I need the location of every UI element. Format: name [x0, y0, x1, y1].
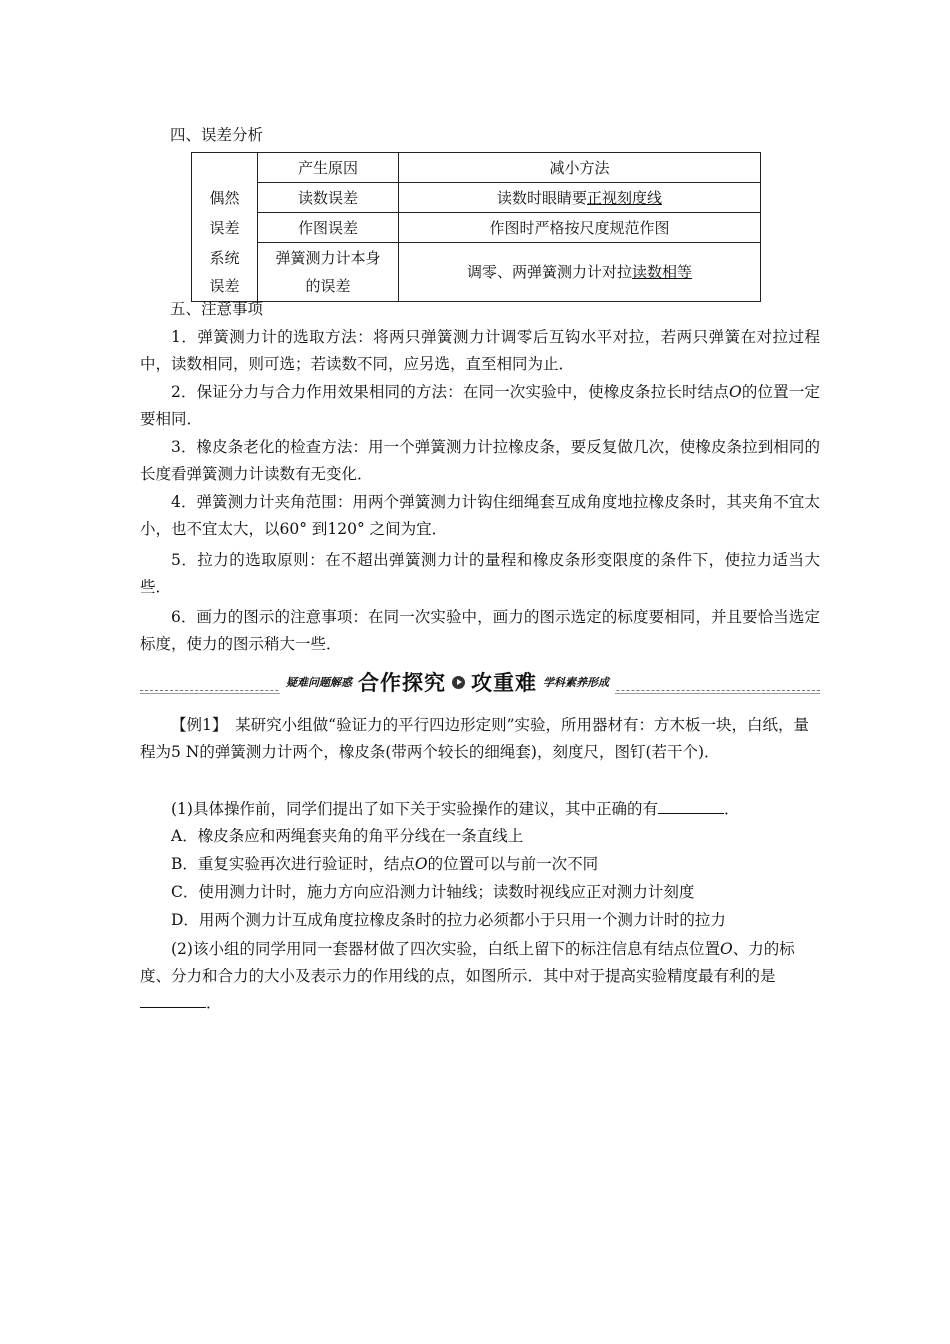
- point-o: O: [719, 940, 733, 958]
- point-o: O: [728, 383, 742, 401]
- cause-cell: [258, 243, 399, 302]
- arrow-circle-icon: [452, 676, 465, 689]
- answer-blank[interactable]: [140, 991, 206, 1008]
- note-item-1: 1．弹簧测力计的选取方法：将两只弹簧测力计调零后互钩水平对拉，若两只弹簧在对拉过程中，读数相同，则可选；若读数不同，应另选，直至相同为止．: [140, 328, 820, 373]
- banner-right-text: 学科素养形成: [543, 676, 609, 689]
- cause-line: 弹簧测力计本身: [275, 248, 381, 267]
- banner-title-1: 合作探究: [358, 671, 446, 695]
- method-underlined: 正视刻度线: [587, 188, 663, 207]
- method-underlined: 读数相等: [632, 262, 693, 281]
- note-text: 2．保证分力与合力作用效果相同的方法：在同一次实验中，使橡皮条拉长时结点: [171, 383, 729, 401]
- method-cell: [399, 183, 761, 213]
- category-cell: 误差: [192, 213, 258, 243]
- option-a: A．橡皮条应和两绳套夹角的角平分线在一条直线上: [171, 827, 524, 845]
- banner-title-group: [280, 668, 615, 696]
- option-text: 的位置可以与前一次不同: [427, 855, 599, 873]
- note-item-3: 3．橡皮条老化的检查方法：用一个弹簧测力计拉橡皮条，要反复做几次，使橡皮条拉到相同的长度看弹簧测力计读数有无变化．: [140, 438, 820, 483]
- note-text: 的位置一定要相同．: [140, 383, 820, 428]
- table-row: [192, 183, 761, 213]
- banner-left-text: 疑难问题解惑: [286, 676, 352, 689]
- option-c: C．使用测力计时，施力方向应沿测力计轴线；读数时视线应正对测力计刻度: [171, 883, 695, 901]
- category-line: 系统: [209, 248, 240, 267]
- option-text: B．重复实验再次进行验证时，结点: [171, 855, 415, 873]
- question-text: (2)该小组的同学用同一套器材做了四次实验，白纸上留下的标注信息有结点位置: [171, 940, 720, 958]
- option-d: D．用两个测力计互成角度拉橡皮条时的拉力必须都小于只用一个测力计时的拉力: [171, 911, 726, 929]
- category-cell: 偶然: [192, 183, 258, 213]
- category-line: 误差: [209, 276, 240, 295]
- note-item-6: 6．画力的图示的注意事项：在同一次实验中，画力的图示选定的标度要相同，并且要恰当选定标度，使力的图示稍大一些．: [140, 608, 820, 653]
- question-end: ．: [723, 800, 740, 818]
- section-banner: [140, 668, 820, 698]
- section-4-heading: 四、误差分析: [170, 126, 264, 144]
- question-end: ．: [206, 994, 222, 1012]
- answer-blank[interactable]: [658, 797, 724, 814]
- cause-cell: 作图误差: [258, 213, 399, 243]
- note-item-2: [140, 379, 820, 433]
- example-label: 【例1】: [171, 716, 220, 734]
- category-cell: [192, 243, 258, 302]
- question-text: (1)具体操作前，同学们提出了如下关于实验操作的建议，其中正确的有: [171, 800, 658, 818]
- option-b: [171, 851, 598, 878]
- table-corner-cell: [192, 153, 258, 183]
- note-item-5: 5．拉力的选取原则：在不超出弹簧测力计的量程和橡皮条形变限度的条件下，使拉力适当大些．: [140, 551, 820, 596]
- example-stem: [140, 712, 820, 766]
- method-cell: 作图时严格按尺度规范作图: [399, 213, 761, 243]
- header-cause: 产生原因: [258, 153, 399, 183]
- question-1: [140, 796, 820, 823]
- table-row: [192, 213, 761, 243]
- note-item-4: 4．弹簧测力计夹角范围：用两个弹簧测力计钩住细绳套互成角度地拉橡皮条时，其夹角不宜太小，也不宜太大，以60° 到120° 之间为宜．: [140, 493, 820, 538]
- point-o: O: [414, 855, 428, 873]
- method-text: 读数时眼睛要: [496, 188, 587, 207]
- table-header-row: [192, 153, 761, 183]
- section-5-heading: 五、注意事项: [170, 300, 264, 318]
- header-method: 减小方法: [399, 153, 761, 183]
- table-row: [192, 243, 761, 302]
- cause-cell: 读数误差: [258, 183, 399, 213]
- example-text: 某研究小组做“验证力的平行四边形定则”实验，所用器材有：方木板一块，白纸，量程为5 N的弹簧测力计两个，橡皮条(带两个较长的细绳套)，刻度尺，图钉(若干个)．: [140, 716, 809, 761]
- method-text: 调零、两弹簧测力计对拉: [466, 262, 632, 281]
- error-analysis-table: [191, 152, 761, 302]
- method-cell: [399, 243, 761, 302]
- banner-title-2: 攻重难: [471, 671, 537, 695]
- question-text: 、力的标度、分力和合力的大小及表示力的作用线的点，如图所示．其中对于提高实验精度最有利的是: [140, 940, 795, 985]
- cause-line: 的误差: [305, 276, 351, 295]
- question-2: [140, 936, 820, 1017]
